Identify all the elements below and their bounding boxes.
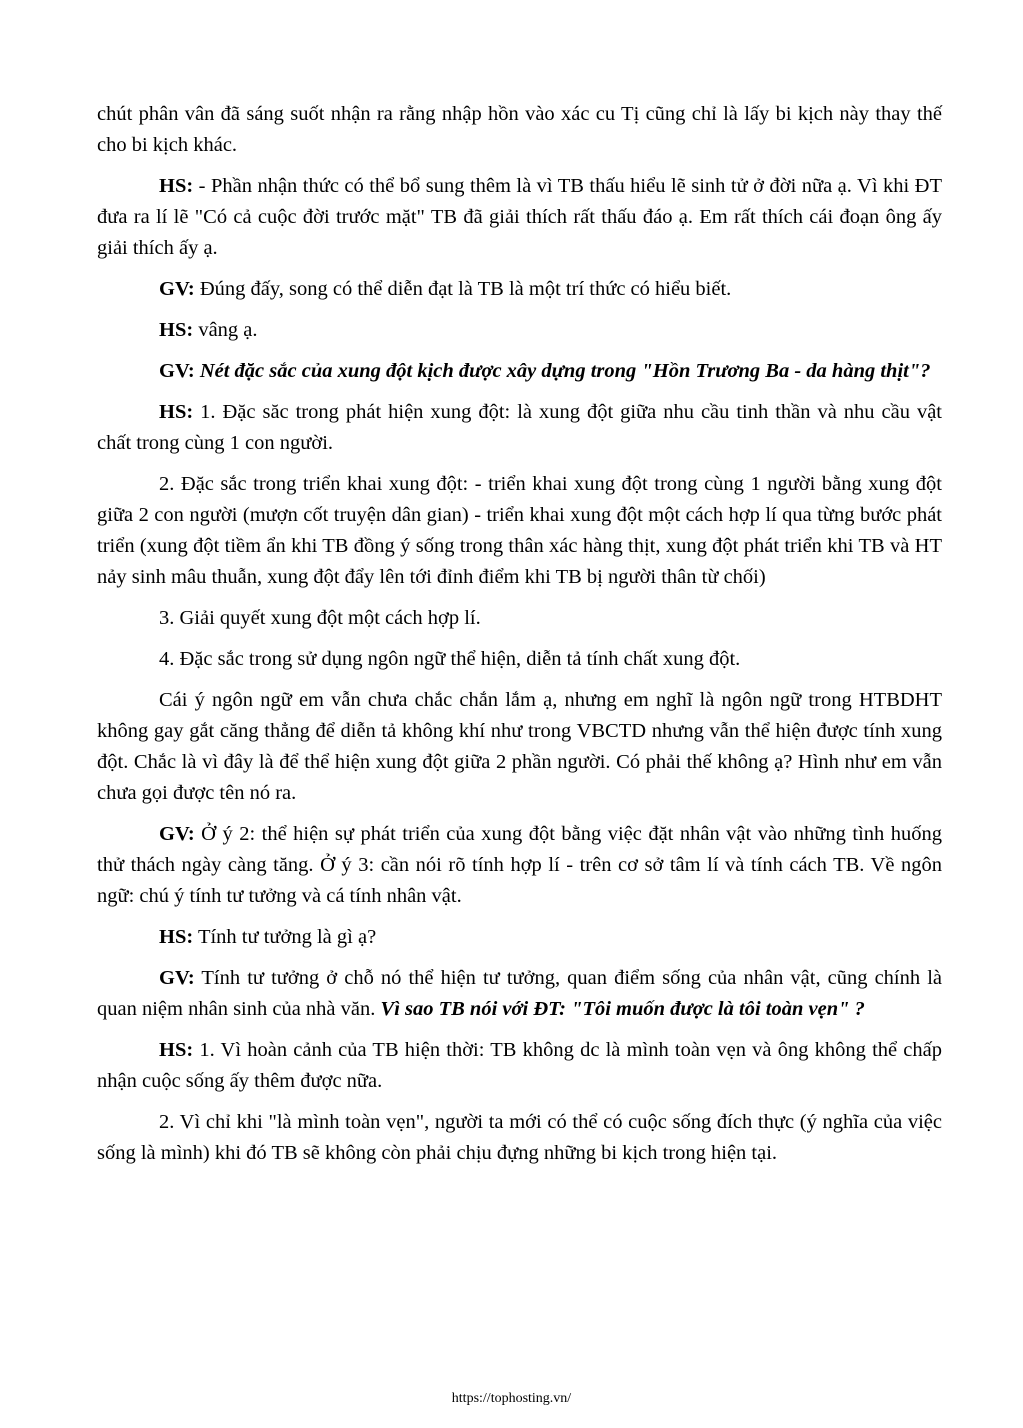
paragraph	[97, 397, 942, 459]
paragraph	[97, 1107, 942, 1169]
paragraph	[97, 274, 942, 305]
paragraph-text: Tính tư tưởng ở chỗ nó thể hiện tư tưởng, quan điểm sống của nhân vật, cũng chính là quan niệm nhân sinh của nhà văn.	[97, 967, 942, 1020]
speaker-label: GV:	[159, 278, 195, 300]
speaker-label: GV:	[159, 967, 195, 989]
paragraph-text: Đúng đấy, song có thể diễn đạt là TB là một trí thức có hiểu biết.	[194, 278, 732, 300]
paragraph-text: 1. Vì hoàn cảnh của TB hiện thời: TB không dc là mình toàn vẹn và ông không thể chấp nhận cuộc sống ấy thêm được nữa.	[97, 1039, 942, 1092]
paragraph	[97, 1035, 942, 1097]
paragraph	[97, 603, 942, 634]
paragraph-text: Ở ý 2: thể hiện sự phát triển của xung đột bằng việc đặt nhân vật vào những tình huống thử thách ngày càng tăng. Ở ý 3: cần nói rõ tính hợp lí - trên cơ sở tâm lí và tính cách TB. Về ngôn ngữ: chú ý tính tư tưởng và cá tính nhân vật.	[97, 823, 942, 907]
speaker-label: HS:	[159, 1039, 194, 1061]
paragraph	[97, 685, 942, 809]
speaker-label: HS:	[159, 926, 194, 948]
paragraph-text: 2. Vì chỉ khi "là mình toàn vẹn", người ta mới có thể có cuộc sống đích thực (ý nghĩa của việc sống là mình) khi đó TB sẽ không còn phải chịu đựng những bi kịch trong hiện tại.	[97, 1111, 942, 1164]
paragraph-text: 4. Đặc sắc trong sử dụng ngôn ngữ thể hiện, diễn tả tính chất xung đột.	[159, 648, 741, 670]
speaker-label: HS:	[159, 401, 194, 423]
footer-url: https://tophosting.vn/	[451, 1391, 572, 1406]
question-text: Vì sao TB nói với ĐT: "Tôi muốn được là tôi toàn vẹn" ?	[380, 998, 865, 1020]
paragraph	[97, 356, 942, 387]
speaker-label: GV:	[159, 823, 195, 845]
paragraph	[97, 922, 942, 953]
paragraph-text: Tính tư tưởng là gì ạ?	[193, 926, 377, 948]
paragraph	[97, 819, 942, 912]
speaker-label: GV:	[159, 360, 195, 382]
paragraph	[97, 171, 942, 264]
paragraph	[97, 315, 942, 346]
speaker-label: HS:	[159, 175, 194, 197]
paragraph	[97, 469, 942, 593]
paragraph-text: vâng ạ.	[193, 319, 258, 341]
paragraph	[97, 963, 942, 1025]
question-text: Nét đặc sắc của xung đột kịch được xây dựng trong "Hồn Trương Ba - da hàng thịt"?	[199, 360, 931, 382]
paragraph-text: - Phần nhận thức có thể bổ sung thêm là vì TB thấu hiểu lẽ sinh tử ở đời nữa ạ. Vì khi ĐT đưa ra lí lẽ "Có cả cuộc đời trước mặt" TB đã giải thích rất thấu đáo ạ. Em rất thích cái đoạn ông ấy giải thích ấy ạ.	[97, 175, 942, 259]
paragraph-text: chút phân vân đã sáng suốt nhận ra rằng nhập hồn vào xác cu Tị cũng chỉ là lấy bi kịch này thay thế cho bi kịch khác.	[97, 103, 942, 156]
paragraph	[97, 644, 942, 675]
paragraph-text: 3. Giải quyết xung đột một cách hợp lí.	[159, 607, 481, 629]
paragraph-text: 2. Đặc sắc trong triển khai xung đột: - triển khai xung đột trong cùng 1 người bằng xung đột giữa 2 con người (mượn cốt truyện dân gian) - triển khai xung đột một cách hợp lí qua từng bước phát triển (xung đột tiềm ẩn khi TB đồng ý sống trong thân xác hàng thịt, xung đột phát triển khi TB và HT nảy sinh mâu thuẫn, xung đột đẩy lên tới đỉnh điểm khi TB bị người thân từ chối)	[97, 473, 942, 588]
dialogue-text	[97, 99, 942, 1179]
paragraph	[97, 99, 942, 161]
paragraph-text: Cái ý ngôn ngữ em vẫn chưa chắc chắn lắm ạ, nhưng em nghĩ là ngôn ngữ trong HTBDHT không gay gắt căng thẳng để diễn tả không khí như trong VBCTD nhưng vẫn thể hiện được tính xung đột. Chắc là vì đây là để thể hiện xung đột giữa 2 phần người. Có phải thế không ạ? Hình như em vẫn chưa gọi được tên nó ra.	[97, 689, 942, 804]
paragraph-text: 1. Đặc săc trong phát hiện xung đột: là xung đột giữa nhu cầu tinh thần và nhu cầu vật chất trong cùng 1 con người.	[97, 401, 942, 454]
speaker-label: HS:	[159, 319, 194, 341]
